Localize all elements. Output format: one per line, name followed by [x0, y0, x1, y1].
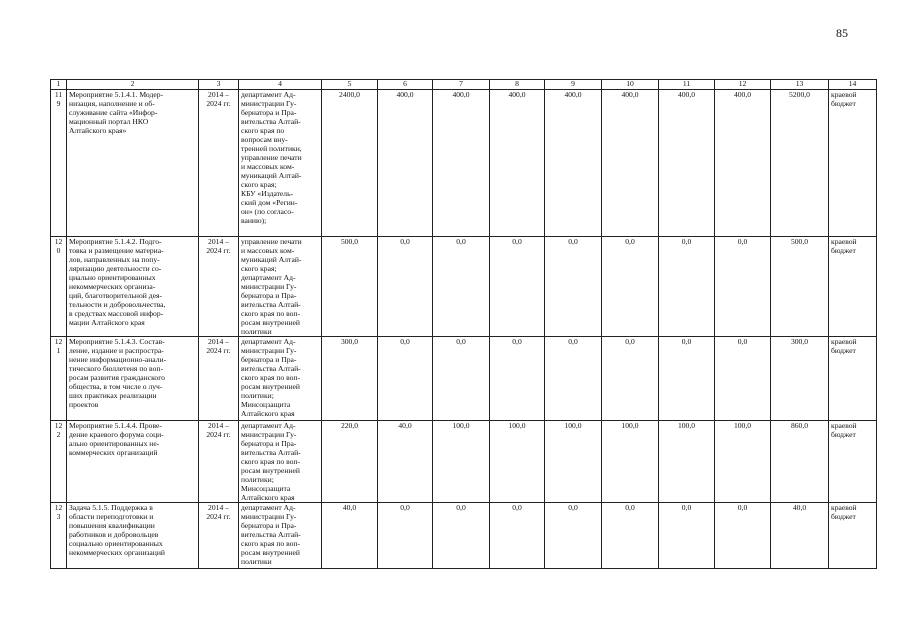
- column-header: 5: [322, 80, 378, 90]
- value-cell: 100,0: [659, 421, 715, 503]
- funding-source: краевой бюджет: [831, 503, 857, 521]
- total-cell: 40,0: [771, 503, 829, 569]
- total-cell: 500,0: [771, 237, 829, 337]
- value-cell: 100,0: [602, 421, 659, 503]
- column-header: 14: [829, 80, 877, 90]
- value-cell: 0,0: [378, 503, 433, 569]
- value-cell: 0,0: [545, 337, 602, 421]
- value-cell: 0,0: [602, 337, 659, 421]
- page-number: 85: [836, 26, 848, 40]
- value-cell: 40,0: [378, 421, 433, 503]
- value-cell: 0,0: [490, 337, 545, 421]
- value-cell: 40,0: [322, 503, 378, 569]
- row-number: 122: [51, 421, 67, 503]
- table-row: [51, 503, 877, 569]
- value-cell: 0,0: [715, 237, 771, 337]
- value-cell: 400,0: [602, 90, 659, 237]
- funding-source: краевой бюджет: [831, 337, 857, 355]
- value-cell: 0,0: [602, 503, 659, 569]
- executor: департамент Ад- министрации Гу- бернатора и Пра- вительства Алтай- ского края по воп- росам внутренней политики: [241, 503, 301, 566]
- table-row: [51, 237, 877, 337]
- value-cell: 0,0: [433, 237, 490, 337]
- total-cell: 300,0: [771, 337, 829, 421]
- table-row: [51, 421, 877, 503]
- column-header: 6: [378, 80, 433, 90]
- value-cell: 500,0: [322, 237, 378, 337]
- column-header: 2: [67, 80, 199, 90]
- value-cell: 300,0: [322, 337, 378, 421]
- period: 2014 – 2024 гг.: [206, 337, 231, 355]
- value-cell: 0,0: [378, 337, 433, 421]
- total-cell: 860,0: [771, 421, 829, 503]
- value-cell: 0,0: [433, 503, 490, 569]
- column-header: 4: [239, 80, 322, 90]
- value-cell: 0,0: [715, 337, 771, 421]
- period: 2014 – 2024 гг.: [206, 237, 231, 255]
- measure-name: Мероприятие 5.1.4.4. Прове- дение краевого форума соци- ально ориентированных не- коммерческих организаций: [69, 421, 164, 457]
- value-cell: 0,0: [659, 503, 715, 569]
- value-cell: 400,0: [490, 90, 545, 237]
- column-header: 8: [490, 80, 545, 90]
- column-header: 12: [715, 80, 771, 90]
- value-cell: 0,0: [659, 337, 715, 421]
- executor: управление печати и массовых ком- муникаций Алтай- ского края; департамент Ад- министрации Гу- бернатора и Пра- вительства Алтай- ского края по воп- росам внутренней политики: [241, 237, 302, 336]
- value-cell: 400,0: [433, 90, 490, 237]
- value-cell: 0,0: [715, 503, 771, 569]
- row-number: 121: [51, 337, 67, 421]
- value-cell: 0,0: [490, 237, 545, 337]
- funding-source: краевой бюджет: [831, 421, 857, 439]
- value-cell: 400,0: [659, 90, 715, 237]
- value-cell: 100,0: [490, 421, 545, 503]
- column-header: 1: [51, 80, 67, 90]
- total-cell: 5200,0: [771, 90, 829, 237]
- measure-name: Мероприятие 5.1.4.1. Модер- низация, наполнение и об- служивание сайта «Инфор- мационный портал НКО Алтайского края»: [69, 90, 164, 135]
- value-cell: 0,0: [659, 237, 715, 337]
- period: 2014 – 2024 гг.: [206, 503, 231, 521]
- row-number: 120: [51, 237, 67, 337]
- row-number: 119: [51, 90, 67, 237]
- value-cell: 100,0: [433, 421, 490, 503]
- value-cell: 0,0: [545, 503, 602, 569]
- period: 2014 – 2024 гг.: [206, 421, 231, 439]
- measure-name: Мероприятие 5.1.4.3. Состав- ление, издание и распростра- нение информационно-анали- тического бюллетеня по воп- росам развития гражданского общества, в том числе о луч- ших практиках реализации проектов: [69, 337, 167, 409]
- value-cell: 0,0: [433, 337, 490, 421]
- value-cell: 0,0: [545, 237, 602, 337]
- value-cell: 0,0: [378, 237, 433, 337]
- executor: департамент Ад- министрации Гу- бернатора и Пра- вительства Алтай- ского края по вопросам вну- тренней политики, управление печати и массовых ком- муникаций Алтай- ского края; КБУ «Издатель- ский дом «Регин- он» (по согласо- ванию);: [241, 90, 302, 225]
- row-number: 123: [51, 503, 67, 569]
- measure-name: Мероприятие 5.1.4.2. Подго- товка и размещение материа- лов, направленных на попу- ляризацию деятельности со- циально ориентированных некоммерческих организа- ций, благотворительной дея- тельности и добровольчества, в средствах массовой инфор- мации Алтайского края: [69, 237, 166, 327]
- column-header: 7: [433, 80, 490, 90]
- column-header: 11: [659, 80, 715, 90]
- funding-source: краевой бюджет: [831, 237, 857, 255]
- table-row: [51, 90, 877, 237]
- value-cell: 400,0: [378, 90, 433, 237]
- budget-table: [50, 79, 877, 569]
- measure-name: Задача 5.1.5. Поддержка в области переподготовки и повышения квалификации работников и добровольцев социально ориентированных некоммерческих организаций: [69, 503, 165, 557]
- value-cell: 0,0: [490, 503, 545, 569]
- table-row: [51, 337, 877, 421]
- period: 2014 – 2024 гг.: [206, 90, 231, 108]
- column-header: 3: [199, 80, 239, 90]
- column-header: 13: [771, 80, 829, 90]
- value-cell: 400,0: [715, 90, 771, 237]
- value-cell: 0,0: [602, 237, 659, 337]
- value-cell: 100,0: [545, 421, 602, 503]
- value-cell: 100,0: [715, 421, 771, 503]
- value-cell: 2400,0: [322, 90, 378, 237]
- executor: департамент Ад- министрации Гу- бернатора и Пра- вительства Алтай- ского края по воп- росам внутренней политики; Минсоцзащита Алтайского края: [241, 421, 301, 502]
- column-header: 9: [545, 80, 602, 90]
- funding-source: краевой бюджет: [831, 90, 857, 108]
- column-header: 10: [602, 80, 659, 90]
- value-cell: 220,0: [322, 421, 378, 503]
- header-row: [51, 80, 877, 90]
- executor: департамент Ад- министрации Гу- бернатора и Пра- вительства Алтай- ского края по воп- росам внутренней политики; Минсоцзащита Алтайского края: [241, 337, 301, 418]
- value-cell: 400,0: [545, 90, 602, 237]
